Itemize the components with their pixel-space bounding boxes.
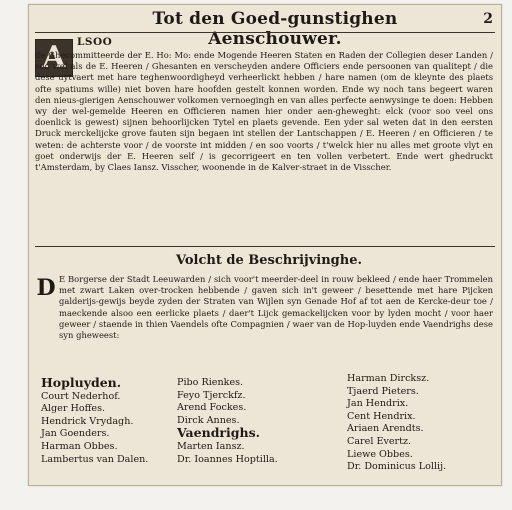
page-title: Tot den Goed-gunstighen Aenschouwer.	[152, 9, 398, 49]
vaendrighs-heading: Vaendrighs.	[177, 425, 260, 441]
list-item: Marten Iansz.	[177, 440, 245, 452]
intro-paragraph: de Ghecommitteerde der E. Ho: Mo: ende Mogende Heeren Staten en Raden der Collegien deser Landen / soo wel als de E. Heeren / Ghesanten en verscheyden andere Officiers ende persoonen van qualitept / die dese uytvaert met hare teghenwoordigheyd verheerlickt hebben / hare namen (om de kleynte des plaets ofte spatiums wille) niet boven hare hoofden gestelt konnen worden. Ende wy noch tans begeert waren den nieus-gierigen Aenschouwer volkomen vernoegingh en van alles perfecte aenwysinge te doen: Hebben wy der wel-gemelde Heeren en Officieren namen hier onder aen-gheweght: elck (voor soo veel ons doenlick is gewest) sijnen behoorlijcken Tytel en plaets gevende. Een yder sal weten dat in den eersten Druck merckelijcke grove fauten sijn begaen int stellen der Lantschappen / E. Heeren / en Officieren / te weten: de achterste voor / de voorste int midden / en soo voorts / t'welck hier nu alles met groote vlyt en goet onderwijs der E. Heeren self / is gecorrigeert en ten vollen verbetert. Ende wert ghedruckt t'Amsterdam, by Claes Iansz. Visscher, woonende in de Kalver-straet in de Visscher.	[35, 50, 493, 173]
list-item: Cent Hendrix.	[347, 410, 416, 422]
decorated-initial-d: D	[36, 275, 56, 301]
list-item: Harman Obbes.	[41, 440, 118, 452]
list-item: Hendrick Vrydagh.	[41, 415, 134, 427]
hopluyden-heading: Hopluyden.	[41, 375, 122, 390]
list-item: Jan Hendrix.	[347, 398, 409, 410]
list-item: Arend Fockes.	[177, 402, 247, 414]
hopluyden-column	[41, 377, 148, 466]
list-item: Alger Hoffes.	[41, 403, 106, 415]
list-item: Harman Dircksz.	[347, 373, 430, 384]
right-column	[347, 373, 446, 474]
list-item: Pibo Rienkes.	[177, 377, 244, 388]
intro-lead-word: LSOO	[77, 36, 113, 48]
list-item: Carel Evertz.	[347, 435, 412, 447]
list-item: Dirck Annes.	[177, 414, 240, 426]
list-item: Dr. Dominicus Lollij.	[347, 461, 447, 473]
list-item: Lambertus van Dalen.	[41, 453, 149, 465]
page-number: 2	[483, 11, 493, 27]
intro-first-line	[77, 37, 493, 48]
description-paragraph: E Borgerse der Stadt Leeuwarden / sich voor't meerder-deel in rouw bekleed / ende haer Trommelen met zwart Laken over-trocken hebbende / gaven sich in't geweer / besettende met hare Pijcken galderijs-gewijs beyde zyden der Straten van Wijlen syn Genade Hof af tot aen de Kercke-deur toe / maeckende alsoo een eerlicke plaets / daer't Lijck gemackelijcken voor by lyden mocht / voor haer geweer / staende in thien Vaendels ofte Compagnien / waer van de Hop-luyden ende Vaendrighs dese syn gheweest:	[59, 274, 493, 341]
list-item: Liewe Obbes.	[347, 448, 413, 460]
top-divider	[35, 32, 495, 33]
list-item: Ariaen Arendts.	[347, 423, 424, 435]
list-item: Feyo Tjerckfz.	[177, 389, 246, 401]
section-title: Volcht de Beschrijvinghe.	[175, 253, 362, 268]
middle-column	[177, 377, 278, 466]
mid-divider	[35, 246, 495, 247]
list-item: Tjaerd Pieters.	[347, 385, 419, 397]
list-item: Dr. Ioannes Hoptilla.	[177, 453, 278, 465]
list-item: Court Nederhof.	[41, 390, 121, 402]
decorated-initial-a: A	[35, 39, 73, 77]
list-item: Jan Goenders.	[41, 428, 110, 440]
page-sheet	[28, 4, 502, 486]
